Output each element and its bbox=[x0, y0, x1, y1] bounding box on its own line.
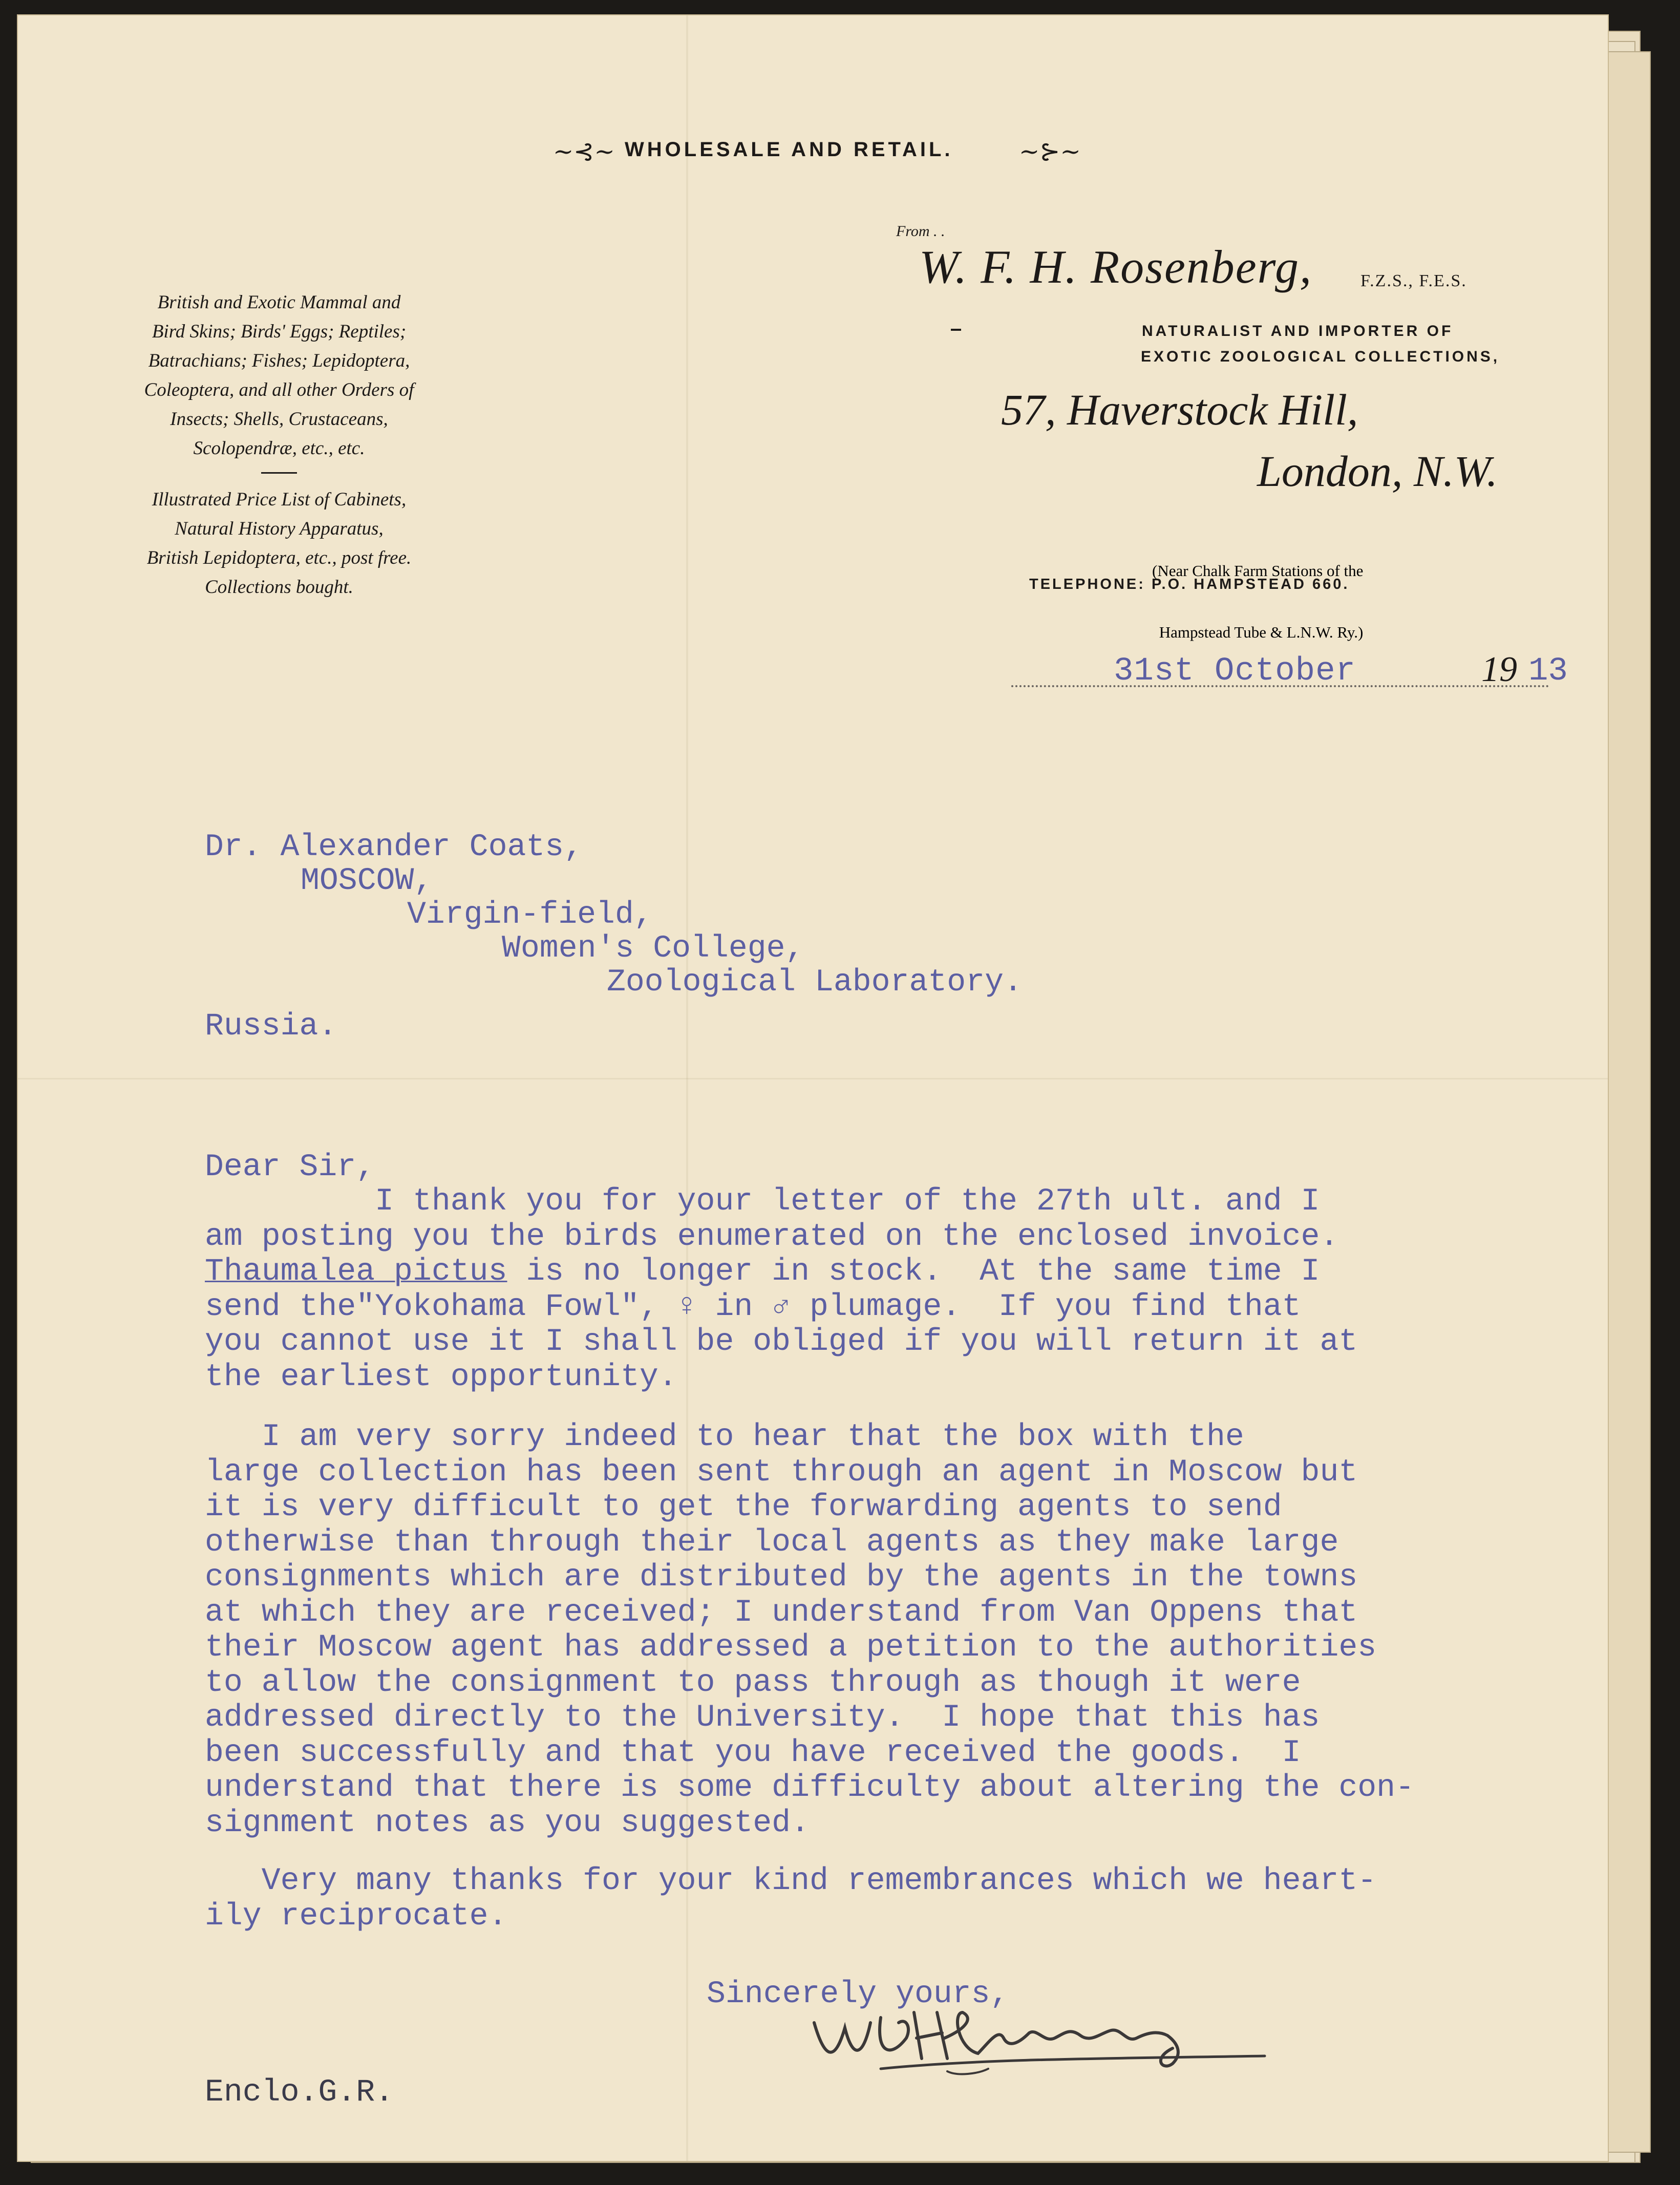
body-line: the earliest opportunity. bbox=[205, 1359, 677, 1395]
ornament-right-icon: ~⊱~ bbox=[1019, 137, 1081, 166]
goods-description bbox=[79, 288, 479, 602]
sender-address-street: 57, Haverstock Hill, bbox=[1001, 385, 1358, 434]
goods-line: Scolopendræ, etc., etc. bbox=[193, 438, 365, 459]
body-line: their Moscow agent has addressed a petition to the authorities bbox=[205, 1630, 1377, 1665]
closing: Sincerely yours, bbox=[707, 1977, 1009, 2012]
body-line: you cannot use it I shall be obliged if you will return it at bbox=[205, 1324, 1358, 1360]
date-year-prefix: 19 bbox=[1481, 650, 1517, 689]
body-line: signment notes as you suggested. bbox=[205, 1805, 810, 1841]
sender-address-city: London, N.W. bbox=[1257, 447, 1498, 496]
body-line: to allow the consignment to pass through as though it were bbox=[205, 1665, 1301, 1701]
goods-line: Insects; Shells, Crustaceans, bbox=[170, 409, 388, 430]
paragraph-3 bbox=[205, 1864, 1376, 1934]
body-line: I thank you for your letter of the 27th ult. and I bbox=[205, 1184, 1320, 1219]
salutation: Dear Sir, bbox=[205, 1150, 375, 1185]
goods-line: British and Exotic Mammal and bbox=[157, 292, 401, 313]
goods-line: Bird Skins; Birds' Eggs; Reptiles; bbox=[152, 321, 407, 342]
body-line: been successfully and that you have received the goods. I bbox=[205, 1735, 1301, 1771]
body-line: understand that there is some difficulty about altering the con- bbox=[205, 1770, 1414, 1806]
sender-role: NATURALIST AND IMPORTER OF bbox=[1142, 323, 1454, 340]
body-line: I am very sorry indeed to hear that the box with the bbox=[205, 1419, 1244, 1455]
body-line: large collection has been sent through an agent in Moscow but bbox=[205, 1454, 1358, 1490]
ornament-left-icon: ~⊰~ bbox=[553, 137, 615, 166]
body-line: otherwise than through their local agents as they make large bbox=[205, 1524, 1339, 1560]
body-line-text: is no longer in stock. At the same time I bbox=[507, 1254, 1320, 1289]
price-list-line: Illustrated Price List of Cabinets, bbox=[152, 489, 407, 510]
enclosure-note: Enclo.G.R. bbox=[205, 2075, 394, 2110]
letter-page bbox=[18, 15, 1608, 2161]
sender-name: W. F. H. Rosenberg, bbox=[919, 241, 1313, 293]
telephone: TELEPHONE: P.O. HAMPSTEAD 660. bbox=[1029, 576, 1350, 592]
sender-role: EXOTIC ZOOLOGICAL COLLECTIONS, bbox=[1141, 348, 1500, 365]
dash-mark bbox=[951, 329, 961, 331]
body-line: ily reciprocate. bbox=[205, 1898, 507, 1934]
location-note-line: (Near Chalk Farm Stations of the bbox=[1152, 562, 1364, 580]
goods-line: Batrachians; Fishes; Lepidoptera, bbox=[148, 350, 410, 371]
body-line: consignments which are distributed by the agents in the towns bbox=[205, 1560, 1358, 1595]
price-list-line: British Lepidoptera, etc., post free. bbox=[146, 547, 412, 568]
date-day-month: 31st October bbox=[1114, 653, 1356, 690]
goods-line: Coleoptera, and all other Orders of bbox=[144, 379, 414, 400]
letterhead-heading: WHOLESALE AND RETAIL. bbox=[625, 138, 953, 161]
body-line bbox=[205, 1255, 1357, 1290]
body-line: addressed directly to the University. I hope that this has bbox=[205, 1700, 1320, 1735]
date-year-suffix: 13 bbox=[1528, 653, 1568, 690]
body-line: at which they are received; I understand from Van Oppens that bbox=[205, 1595, 1358, 1630]
signature bbox=[804, 1982, 1290, 2084]
location-note-line: Hampstead Tube & L.N.W. Ry.) bbox=[1159, 623, 1364, 641]
body-line: send the"Yokohama Fowl", ♀ in ♂ plumage. If you find that bbox=[205, 1289, 1301, 1325]
body-line: it is very difficult to get the forwarding agents to send bbox=[205, 1490, 1282, 1525]
sender-qualifications: F.Z.S., F.E.S. bbox=[1360, 271, 1467, 290]
fold-line-horizontal bbox=[18, 1078, 1608, 1079]
recipient-name: Dr. Alexander Coats, bbox=[205, 830, 583, 865]
recipient-city: MOSCOW, bbox=[301, 863, 433, 899]
price-list-line: Natural History Apparatus, bbox=[175, 518, 384, 539]
price-list-line: Collections bought. bbox=[205, 577, 353, 598]
from-label: From . . bbox=[896, 223, 945, 240]
paragraph-1 bbox=[205, 1184, 1357, 1395]
species-name: Thaumalea pictus bbox=[205, 1254, 507, 1289]
body-line: Very many thanks for your kind remembrances which we heart- bbox=[205, 1863, 1377, 1899]
recipient-address-line: Women's College, bbox=[502, 931, 804, 966]
recipient-country: Russia. bbox=[205, 1009, 337, 1044]
recipient-address-line: Virgin-field, bbox=[407, 897, 653, 932]
body-line: am posting you the birds enumerated on the enclosed invoice. bbox=[205, 1219, 1339, 1255]
paragraph-2 bbox=[205, 1420, 1414, 1841]
divider bbox=[261, 472, 297, 474]
recipient-address-line: Zoological Laboratory. bbox=[607, 965, 1023, 1000]
